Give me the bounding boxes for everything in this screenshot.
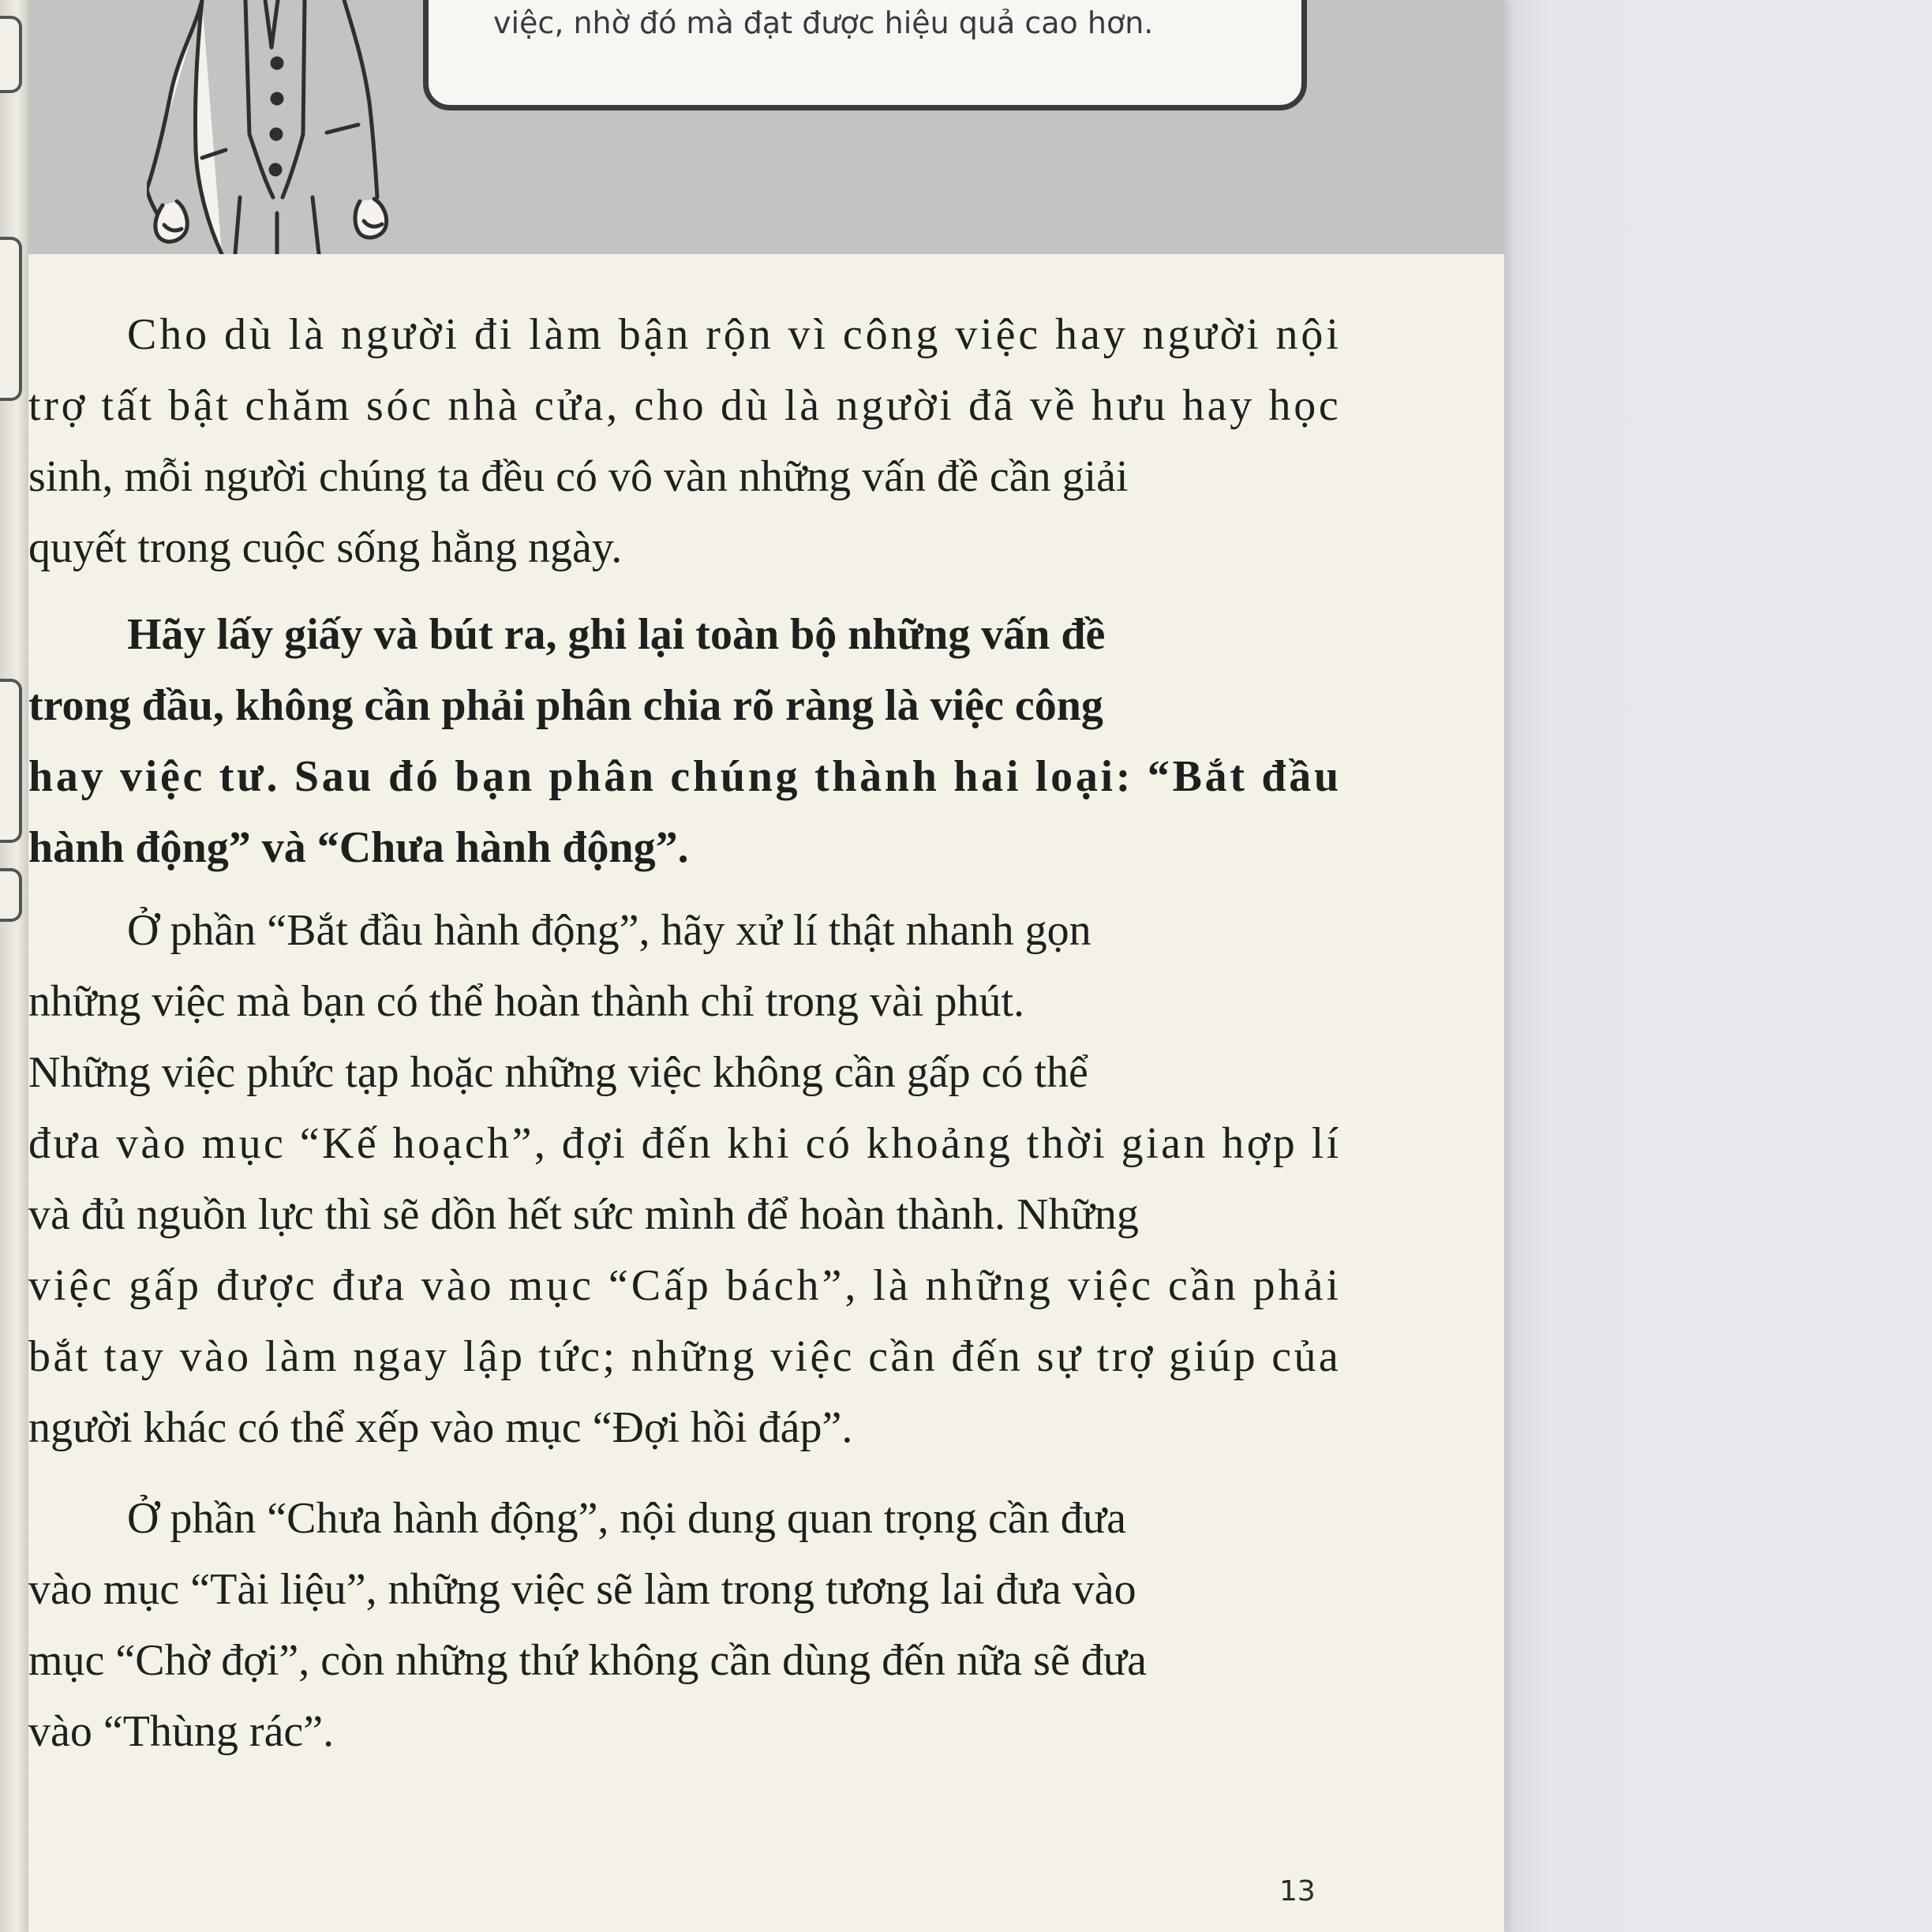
paragraph-4-line: Ở phần “Chưa hành động”, nội dung quan trọng cần đưa xyxy=(127,1494,1126,1543)
header-band xyxy=(28,0,1504,254)
paragraph-3-line: bắt tay vào làm ngay lập tức; những việc cần đến sự trợ giúp của xyxy=(28,1332,1342,1381)
paragraph-1-line: quyết trong cuộc sống hằng ngày. xyxy=(28,523,623,572)
paragraph-3-line: đưa vào mục “Kế hoạch”, đợi đến khi có khoảng thời gian hợp lí xyxy=(28,1119,1342,1168)
paragraph-3-line: Ở phần “Bắt đầu hành động”, hãy xử lí thật nhanh gọn xyxy=(127,906,1091,955)
background-surface xyxy=(1504,0,1932,1932)
callout-text: việc, nhờ đó mà đạt được hiệu quả cao hơn. xyxy=(493,6,1154,40)
paragraph-3-line: người khác có thể xếp vào mục “Đợi hồi đáp”. xyxy=(28,1403,853,1452)
paragraph-2-line: hay việc tư. Sau đó bạn phân chúng thành hai loại: “Bắt đầu xyxy=(28,752,1342,801)
facing-page-mark xyxy=(0,16,22,93)
paragraph-2-line: Hãy lấy giấy và bút ra, ghi lại toàn bộ những vấn đề xyxy=(127,610,1106,659)
paragraph-3-line: Những việc phức tạp hoặc những việc không cần gấp có thể xyxy=(28,1048,1088,1097)
paragraph-3-line: và đủ nguồn lực thì sẽ dồn hết sức mình để hoàn thành. Những xyxy=(28,1190,1139,1239)
paragraph-1-line: Cho dù là người đi làm bận rộn vì công việc hay người nội xyxy=(127,310,1342,359)
facing-page-mark xyxy=(0,679,22,843)
paragraph-4-line: vào mục “Tài liệu”, những việc sẽ làm trong tương lai đưa vào xyxy=(28,1565,1136,1614)
paragraph-2-line: hành động” và “Chưa hành động”. xyxy=(28,823,689,872)
book-page xyxy=(28,0,1504,1932)
facing-page-edge xyxy=(0,0,28,1932)
facing-page-mark xyxy=(0,237,22,401)
paragraph-1-line: sinh, mỗi người chúng ta đều có vô vàn những vấn đề cần giải xyxy=(28,452,1129,501)
paragraph-2-line: trong đầu, không cần phải phân chia rõ ràng là việc công xyxy=(28,681,1103,730)
paragraph-4-line: vào “Thùng rác”. xyxy=(28,1707,335,1756)
callout-box xyxy=(423,0,1307,110)
paragraph-3-line: những việc mà bạn có thể hoàn thành chỉ trong vài phút. xyxy=(28,977,1025,1026)
page-number: 13 xyxy=(1279,1875,1316,1908)
facing-page-mark xyxy=(0,868,22,922)
paragraph-3-line: việc gấp được đưa vào mục “Cấp bách”, là những việc cần phải xyxy=(28,1261,1342,1310)
businessman-illustration-icon xyxy=(147,0,399,254)
paragraph-1-line: trợ tất bật chăm sóc nhà cửa, cho dù là người đã về hưu hay học xyxy=(28,381,1342,430)
paragraph-4-line: mục “Chờ đợi”, còn những thứ không cần dùng đến nữa sẽ đưa xyxy=(28,1636,1148,1685)
